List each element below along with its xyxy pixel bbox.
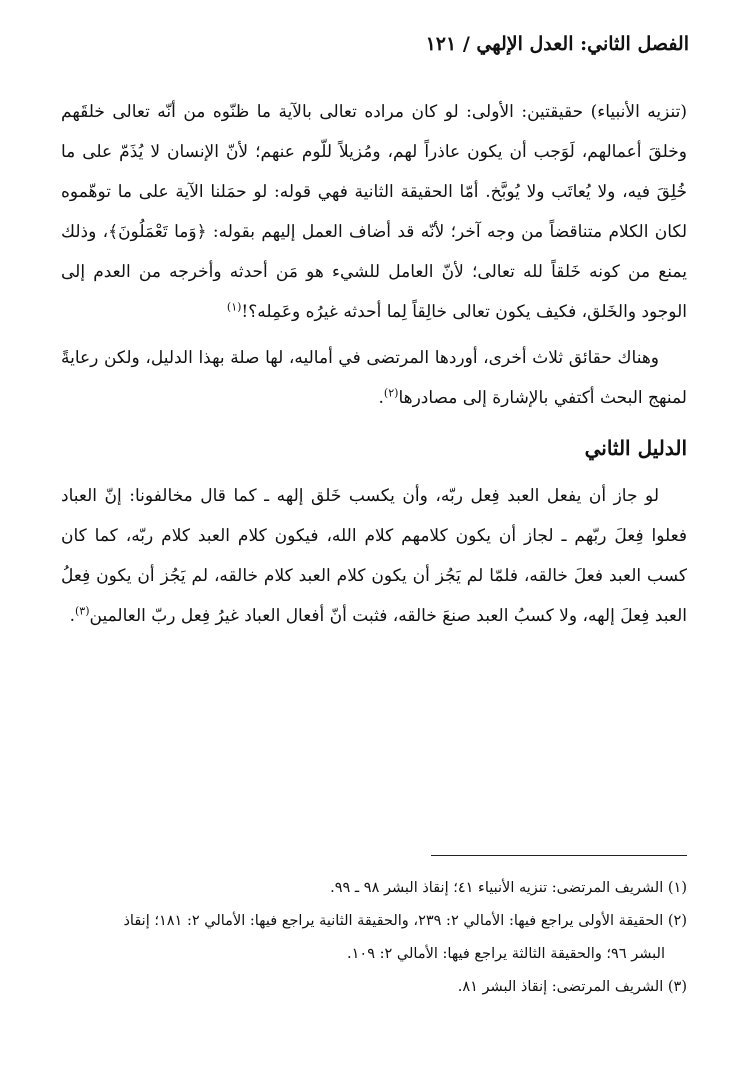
footnote-divider bbox=[431, 855, 687, 856]
footnote-2 bbox=[61, 905, 687, 938]
paragraph-1 bbox=[61, 92, 687, 332]
footnote-ref-1[interactable]: (١) bbox=[226, 300, 242, 314]
footnote-ref-2[interactable]: (٢) bbox=[383, 386, 399, 400]
paragraph-2-text: وهناك حقائق ثلاث أخرى، أوردها المرتضى في أماليه، لها صلة بهذا الدليل، ولكن رعايةً لمنهج البحث أكتفي بالإشارة إلى مصادرها bbox=[61, 348, 687, 408]
paragraph-3 bbox=[61, 476, 687, 636]
footnote-1 bbox=[61, 872, 687, 905]
paragraph-3-text: لو جاز أن يفعل العبد فِعل ربّه، وأن يكسب خَلق إلهه ـ كما قال مخالفونا: إنّ العباد فعلوا فِعلَ ربّهم ـ لجاز أن يكون كلامهم كلام الله، فيكون كلام العبد كلام ربّه، كما كان كسب العبد فعلَ خالقه، فلمّا لم يَجُز أن يكون كلام العبد كلام خالقه، لم يَجُز أن يكون فِعلُ العبد فِعلَ إلهه، ولا كسبُ العبد صنعَ خالقه، فثبت أنّ أفعال العباد غيرُ فِعل ربّ العالمين bbox=[61, 486, 687, 626]
footnotes bbox=[61, 872, 687, 1004]
paragraph-2 bbox=[61, 338, 687, 418]
footnote-marker: (٢) bbox=[667, 913, 687, 929]
running-header: الفصل الثاني: العدل الإلهي / ١٢١ bbox=[425, 33, 689, 55]
footnote-text: الشريف المرتضى: تنزيه الأنبياء ٤١؛ إنقاذ البشر ٩٨ ـ ٩٩. bbox=[330, 880, 664, 896]
footnote-marker: (١) bbox=[667, 880, 687, 896]
paragraph-3-end: . bbox=[69, 606, 75, 626]
section-heading: الدليل الثاني bbox=[584, 436, 687, 460]
footnote-text: الحقيقة الأولى يراجع فيها: الأمالي ٢: ٢٣٩، والحقيقة الثانية يراجع فيها: الأمالي ٢: ١٨١؛ إنقاذ bbox=[123, 913, 664, 929]
paragraph-2-end: . bbox=[378, 388, 384, 408]
footnote-ref-3[interactable]: (٣) bbox=[75, 604, 90, 618]
main-text bbox=[61, 92, 687, 636]
footnote-text: الشريف المرتضى: إنقاذ البشر ٨١. bbox=[457, 979, 664, 995]
paragraph-1-text: (تنزيه الأنبياء) حقيقتين: الأولى: لو كان مراده تعالى بالآية ما ظنّوه من أنّه تعالى خلقَهم وخلقَ أعمالهم، لَوَجب أن يكون عاذراً لهم، ومُزيلاً للّوم عنهم؛ لأنّ الإنسان لا يُذَمّ على ما خُلِقَ فيه، ولا يُعاتَب ولا يُوبَّخ. أمّا الحقيقة الثانية فهي قوله: لو حمَلنا الآية على ما توهّموه لكان الكلام متناقضاً من وجه آخر؛ لأنّه قد أضاف العمل إليهم بقوله: ﴿وَما تَعْمَلُونَ﴾، وذلك يمنع من كونه خَلقاً لله تعالى؛ لأنّ العامل للشيء هو مَن أحدثه وأخرجه من العدم إلى الوجود والخَلق، فكيف يكون تعالى خالِقاً لِما أحدثه غيرُه وعَمِله؟! bbox=[61, 102, 687, 322]
footnote-marker: (٣) bbox=[667, 979, 687, 995]
footnote-3 bbox=[61, 971, 687, 1004]
footnote-2-continuation: البشر ٩٦؛ والحقيقة الثالثة يراجع فيها: الأمالي ٢: ١٠٩. bbox=[347, 946, 665, 962]
